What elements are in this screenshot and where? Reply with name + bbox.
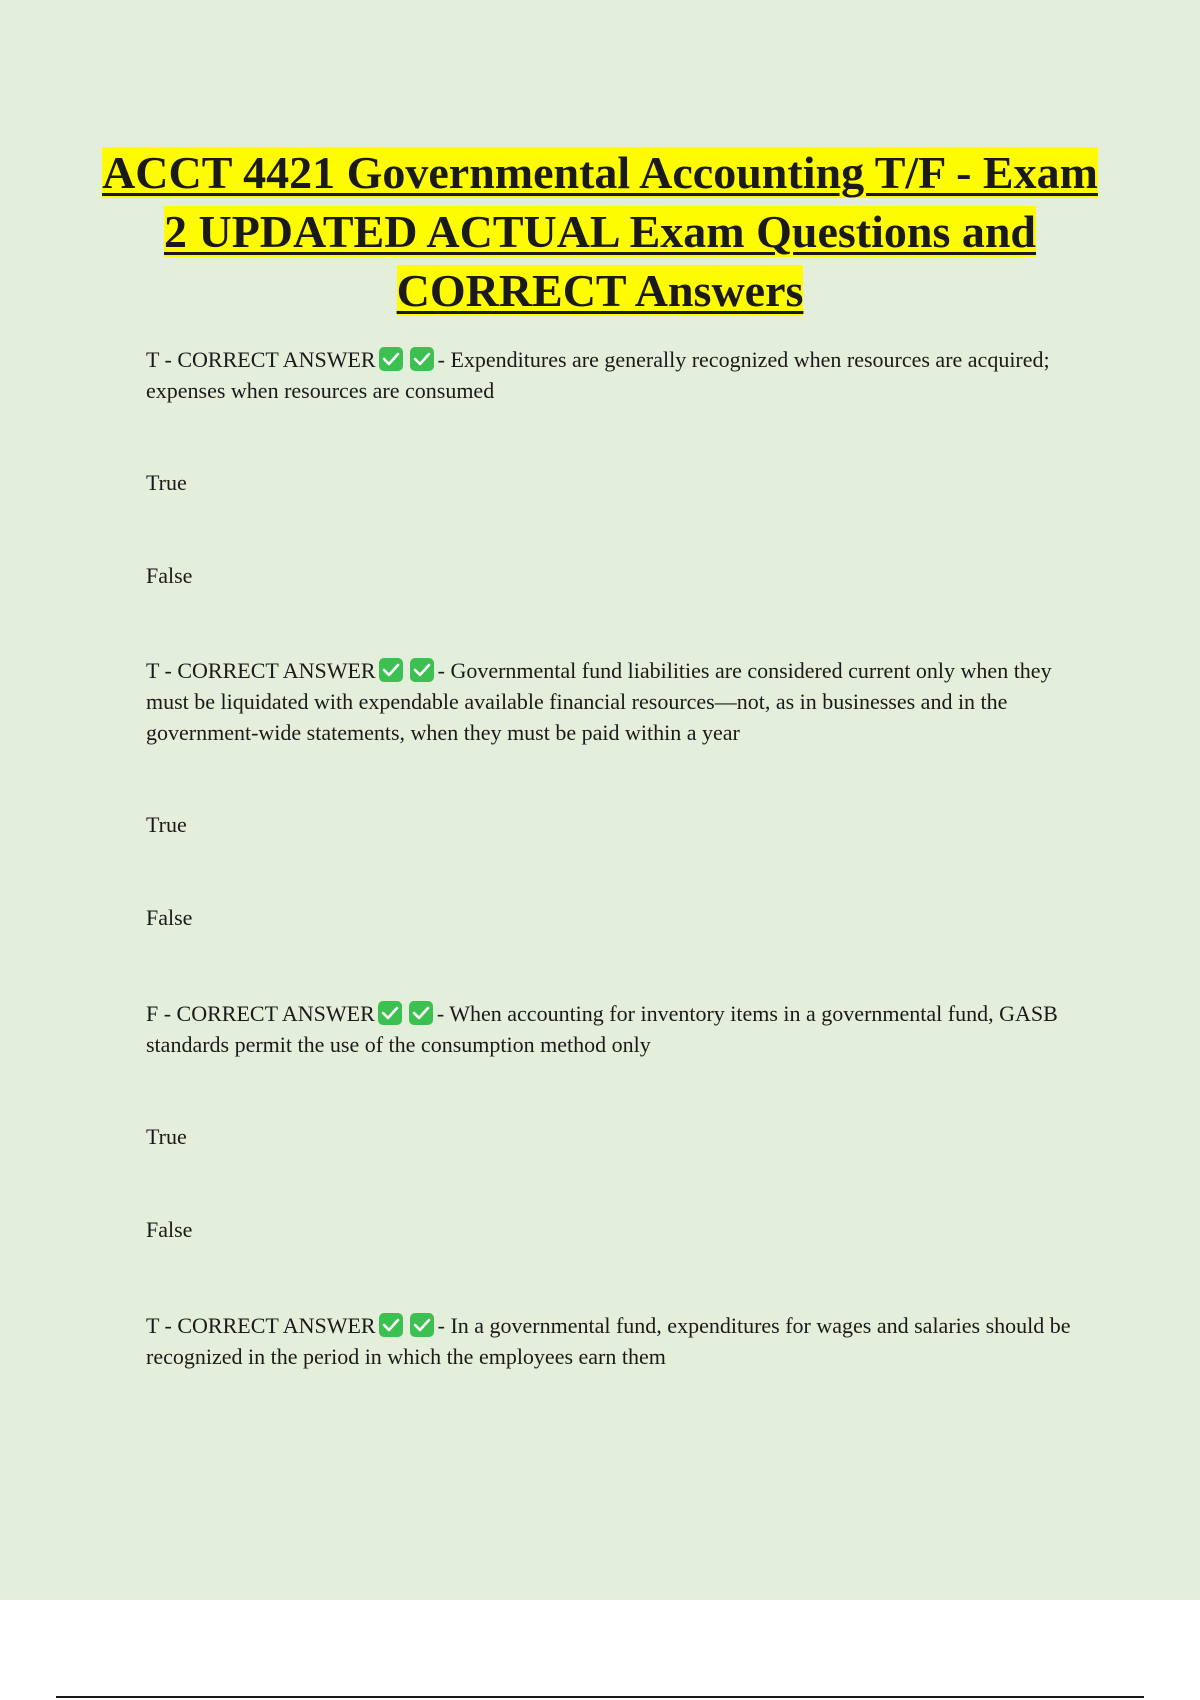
footer-divider: [56, 1696, 1144, 1698]
check-mark-button-icon: [379, 658, 403, 682]
option-true: True: [146, 470, 187, 495]
answer-separator: -: [437, 1313, 451, 1338]
option-true: True: [146, 812, 187, 837]
check-mark-button-icon: [410, 347, 434, 371]
check-mark-button-icon: [379, 347, 403, 371]
question-1: [146, 344, 1086, 406]
answer-prefix: T - CORRECT ANSWER: [146, 347, 376, 372]
document-title: [100, 143, 1100, 320]
option-false: False: [146, 905, 193, 930]
check-mark-button-icon: [378, 1001, 402, 1025]
answer-separator: -: [436, 1001, 450, 1026]
question-statement: In a governmental fund, expenditures for wages and salaries should be recognized in the period in which the employees earn them: [146, 1313, 1071, 1369]
option-true: True: [146, 1124, 187, 1149]
answer-separator: -: [437, 658, 451, 683]
question-3: [146, 998, 1086, 1060]
option-false: False: [146, 1217, 193, 1242]
question-statement: Governmental fund liabilities are considered current only when they must be liquidated with expendable available financial resources—not, as in businesses and in the government-wide statements, when they must be paid within a year: [146, 658, 1052, 745]
option-false: False: [146, 563, 193, 588]
check-mark-button-icon: [410, 658, 434, 682]
question-4: [146, 1310, 1086, 1372]
check-mark-button-icon: [410, 1313, 434, 1337]
question-statement: When accounting for inventory items in a governmental fund, GASB standards permit the use of the consumption method only: [146, 1001, 1058, 1057]
check-mark-button-icon: [409, 1001, 433, 1025]
question-statement: Expenditures are generally recognized when resources are acquired; expenses when resources are consumed: [146, 347, 1050, 403]
check-mark-button-icon: [379, 1313, 403, 1337]
answer-prefix: T - CORRECT ANSWER: [146, 1313, 376, 1338]
question-2: [146, 655, 1086, 748]
answer-prefix: T - CORRECT ANSWER: [146, 658, 376, 683]
answer-prefix: F - CORRECT ANSWER: [146, 1001, 375, 1026]
title-highlight: ACCT 4421 Governmental Accounting T/F - Exam 2 UPDATED ACTUAL Exam Questions and CORRECT Answers: [102, 147, 1098, 316]
answer-separator: -: [437, 347, 451, 372]
